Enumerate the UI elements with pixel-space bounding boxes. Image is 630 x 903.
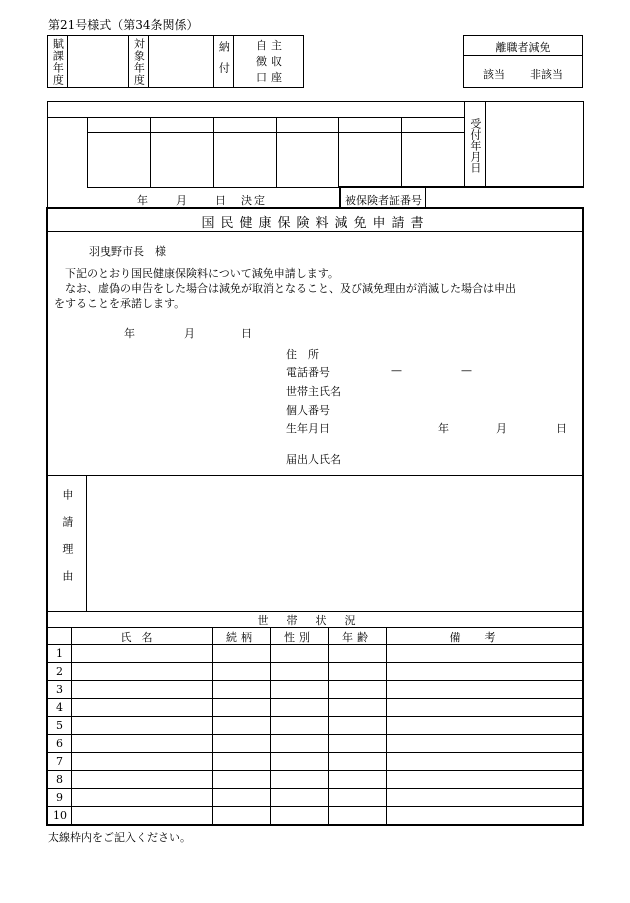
row-number-9: 9 (56, 791, 63, 804)
row-number-7: 7 (56, 755, 63, 768)
uketsuke-label (464, 114, 485, 176)
uketsuke-stamp-area[interactable] (486, 102, 582, 186)
nofu-label (213, 37, 233, 87)
phone-dash-2: — (461, 364, 472, 377)
col-header-name: 氏名 (120, 631, 163, 644)
decision-date-text: 年 月 日 決定 (137, 194, 267, 207)
insured-number-label: 被保険者証番号 (345, 194, 422, 207)
col-header-age: 年齢 (342, 631, 372, 644)
row-number-10: 10 (53, 809, 67, 822)
form-number: 第21号様式（第34条関係） (48, 18, 199, 32)
row-number-3: 3 (56, 683, 63, 696)
col-header-gender: 性別 (284, 631, 314, 644)
payment-method-list (246, 38, 296, 86)
address-input[interactable] (345, 344, 575, 360)
personal-number-label: 個人番号 (286, 404, 330, 417)
footer-note: 太線枠内をご記入ください。 (48, 831, 191, 844)
address-label: 住 所 (286, 348, 319, 361)
phone-label: 電話番号 (286, 366, 330, 379)
col-header-relation: 続柄 (226, 631, 256, 644)
birth-month: 月 (496, 422, 507, 435)
fuka-nendo-label (47, 37, 67, 87)
taisho-nendo-value[interactable] (148, 36, 213, 87)
birth-day: 日 (556, 422, 567, 435)
decision-date (137, 192, 267, 208)
addressee: 羽曳野市長 様 (89, 245, 166, 258)
reason-input[interactable] (88, 477, 582, 610)
personal-number-input[interactable] (345, 400, 575, 416)
birth-label: 生年月日 (286, 422, 330, 435)
body-line-3: をすることを承諾します。 (54, 297, 186, 310)
uketsuke-text: 受付年月日 (468, 117, 482, 173)
taisho-nendo-label (128, 37, 148, 87)
row-number-1: 1 (56, 647, 63, 660)
phone-input[interactable] (345, 362, 575, 378)
col-header-notes: 備考 (449, 631, 520, 644)
applicant-input[interactable] (350, 449, 575, 465)
reason-text: 申請理由 (60, 488, 74, 597)
household-title: 世帯状況 (257, 614, 374, 627)
application-title: 国民健康保険料減免申請書 (201, 216, 430, 231)
row-number-2: 2 (56, 665, 63, 678)
head-name-input[interactable] (345, 381, 575, 397)
body-line-1: 下記のとおり国民健康保険料について減免申請します。 (65, 267, 339, 280)
app-date-day: 日 (241, 327, 252, 340)
row-number-4: 4 (56, 701, 63, 714)
resign-reduction-title: 離職者減免 (495, 41, 551, 54)
payment-method-koza: 口座 (256, 71, 286, 84)
head-name-label: 世帯主氏名 (286, 385, 341, 398)
row-number-8: 8 (56, 773, 63, 786)
phone-dash-1: — (391, 364, 402, 377)
applicant-label: 届出人氏名 (286, 453, 341, 466)
app-date-month: 月 (184, 327, 195, 340)
row-number-6: 6 (56, 737, 63, 750)
nofu-text: 納付 (217, 41, 231, 83)
app-date-year: 年 (124, 327, 135, 340)
payment-method-choshu: 徴収 (256, 55, 286, 68)
taisho-nendo-text: 対象年度 (132, 38, 146, 86)
birth-year: 年 (438, 422, 449, 435)
insured-number-input[interactable] (426, 188, 581, 207)
body-line-2: なお、虚偽の申告をした場合は減免が取消となること、及び減免理由が消滅した場合は申出 (65, 282, 516, 295)
fuka-nendo-text: 賦課年度 (51, 38, 65, 86)
payment-method-jishu: 自主 (256, 39, 286, 52)
resign-no-option[interactable]: 非該当 (530, 68, 563, 81)
fuka-nendo-value[interactable] (67, 36, 128, 87)
row-number-5: 5 (56, 719, 63, 732)
resign-yes-option[interactable]: 該当 (483, 68, 505, 81)
reason-label (47, 485, 86, 600)
